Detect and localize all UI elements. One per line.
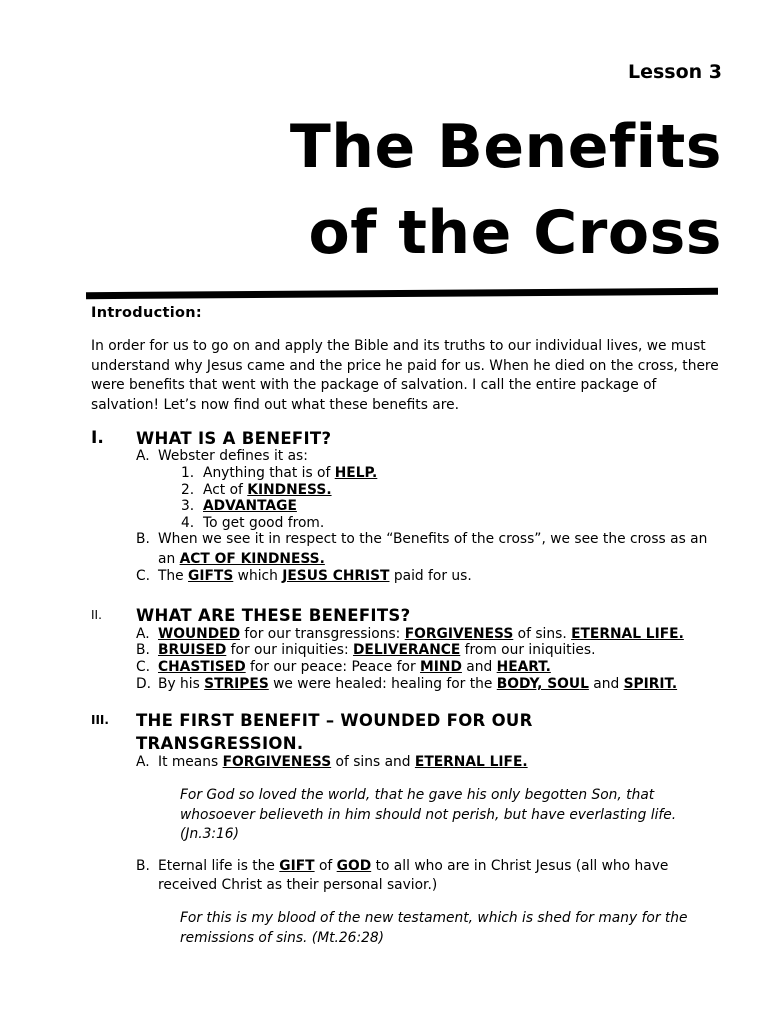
item-text: for our transgressions:: [240, 626, 405, 642]
item-text: When we see it in respect to the “Benefits of the cross”, we see the cross as an: [158, 531, 708, 547]
item-text: from our iniquities.: [460, 642, 596, 658]
intro-line: understand why Jesus came and the price he paid for us. When he died on the cross, there: [91, 357, 719, 374]
section-3-item-b-cont: [158, 877, 437, 894]
item-label: C.: [136, 568, 151, 584]
definition-item: [181, 498, 297, 515]
definition-item: [181, 465, 377, 482]
key-term: MIND: [420, 659, 462, 675]
item-text: for our peace: Peace for: [245, 659, 421, 675]
item-label: 3.: [181, 498, 195, 514]
item-text: Eternal life is the: [158, 858, 280, 874]
item-text: and: [588, 676, 624, 692]
title-divider: [86, 288, 718, 299]
item-label: D.: [136, 676, 152, 692]
item-text: paid for us.: [389, 568, 472, 584]
title-line-1: The Benefits: [289, 112, 722, 182]
item-text: By his: [158, 676, 205, 692]
item-label: B.: [136, 642, 150, 658]
section-1-item-a: [136, 448, 308, 465]
section-title: THE FIRST BENEFIT – WOUNDED FOR OUR TRANSGRESSION.: [136, 711, 533, 753]
key-term: BODY, SOUL: [496, 676, 589, 692]
section-2-item-b: [136, 642, 595, 659]
key-term: FORGIVENESS: [404, 626, 514, 642]
item-text: received Christ as their personal savior.): [158, 877, 438, 893]
item-text: of: [314, 858, 337, 874]
key-term: CHASTISED: [158, 659, 246, 675]
lesson-label: Lesson 3: [627, 61, 722, 83]
key-term: ETERNAL LIFE.: [414, 754, 528, 770]
item-text: Act of: [203, 482, 248, 498]
key-term: KINDNESS.: [247, 482, 332, 498]
item-label: B.: [136, 531, 150, 547]
item-text: The: [158, 568, 189, 584]
quote-line: For God so loved the world, that he gave his only begotten Son, that: [180, 787, 655, 803]
item-text: for our iniquities:: [226, 642, 353, 658]
section-3-item-a: [136, 754, 528, 771]
key-term: GIFT: [279, 858, 315, 874]
item-label: A.: [136, 448, 150, 464]
key-term: ETERNAL LIFE.: [571, 626, 684, 642]
key-term: WOUNDED: [158, 626, 241, 642]
key-term: BRUISED: [158, 642, 227, 658]
quote-line: (Jn.3:16): [180, 826, 239, 842]
item-label: C.: [136, 659, 151, 675]
section-title: WHAT IS A BENEFIT?: [136, 429, 332, 448]
key-term: GOD: [336, 858, 372, 874]
section-2-item-c: [136, 659, 551, 676]
section-number: I.: [91, 428, 104, 448]
section-number: II.: [91, 608, 102, 622]
key-term: HELP.: [334, 465, 378, 481]
key-term: JESUS CHRIST: [282, 568, 390, 584]
item-text: and: [461, 659, 497, 675]
intro-paragraph: [91, 337, 721, 415]
section-1-item-b: [136, 531, 707, 548]
key-term: ADVANTAGE: [203, 498, 297, 514]
definition-item: [181, 482, 332, 499]
key-term: ACT OF KINDNESS.: [179, 551, 325, 567]
intro-line: were benefits that went with the package of salvation. I call the entire package of: [91, 377, 657, 393]
item-label: B.: [136, 858, 150, 874]
section-2-item-a: [136, 626, 684, 643]
item-text: an: [158, 551, 180, 567]
item-text: to all who are in Christ Jesus (all who have: [371, 858, 669, 874]
section-1-item-c: [136, 568, 472, 585]
item-label: 2.: [181, 482, 195, 498]
item-text: To get good from.: [203, 515, 325, 531]
section-3-item-b: [136, 858, 668, 875]
item-text: we were healed: healing for the: [268, 676, 497, 692]
item-text: which: [233, 568, 283, 584]
quote-line: remissions of sins. (Mt.26:28): [180, 929, 385, 946]
section-title: WHAT ARE THESE BENEFITS?: [136, 606, 411, 625]
key-term: GIFTS: [188, 568, 234, 584]
intro-heading: Introduction:: [91, 305, 202, 321]
section-number: III.: [91, 713, 109, 727]
page-title: [290, 104, 722, 276]
section-2-item-d: [136, 676, 677, 693]
intro-line: salvation! Let’s now find out what these benefits are.: [91, 396, 459, 413]
item-text: Webster defines it as:: [158, 448, 308, 464]
item-label: A.: [136, 754, 150, 770]
item-label: 1.: [181, 465, 195, 481]
quote-line: whosoever believeth in him should not perish, but have everlasting life.: [180, 806, 677, 823]
section-1-item-b-cont: [158, 551, 325, 568]
key-term: DELIVERANCE: [352, 642, 461, 658]
item-text: of sins and: [331, 754, 415, 770]
key-term: SPIRIT.: [623, 676, 678, 692]
item-text: Anything that is of: [203, 465, 335, 481]
item-label: 4.: [181, 515, 195, 531]
key-term: FORGIVENESS: [222, 754, 332, 770]
scripture-quote-1: [180, 786, 720, 845]
intro-line: In order for us to go on and apply the Bible and its truths to our individual lives, we must: [91, 338, 706, 354]
quote-line: For this is my blood of the new testament, which is shed for many for the: [180, 910, 688, 926]
item-text: It means: [158, 754, 223, 770]
key-term: HEART.: [496, 659, 551, 675]
item-label: A.: [136, 626, 150, 642]
key-term: STRIPES: [204, 676, 269, 692]
scripture-quote-2: [180, 909, 720, 948]
definition-item: [181, 515, 324, 532]
item-text: of sins.: [513, 626, 572, 642]
title-line-2: of the Cross: [308, 198, 722, 268]
